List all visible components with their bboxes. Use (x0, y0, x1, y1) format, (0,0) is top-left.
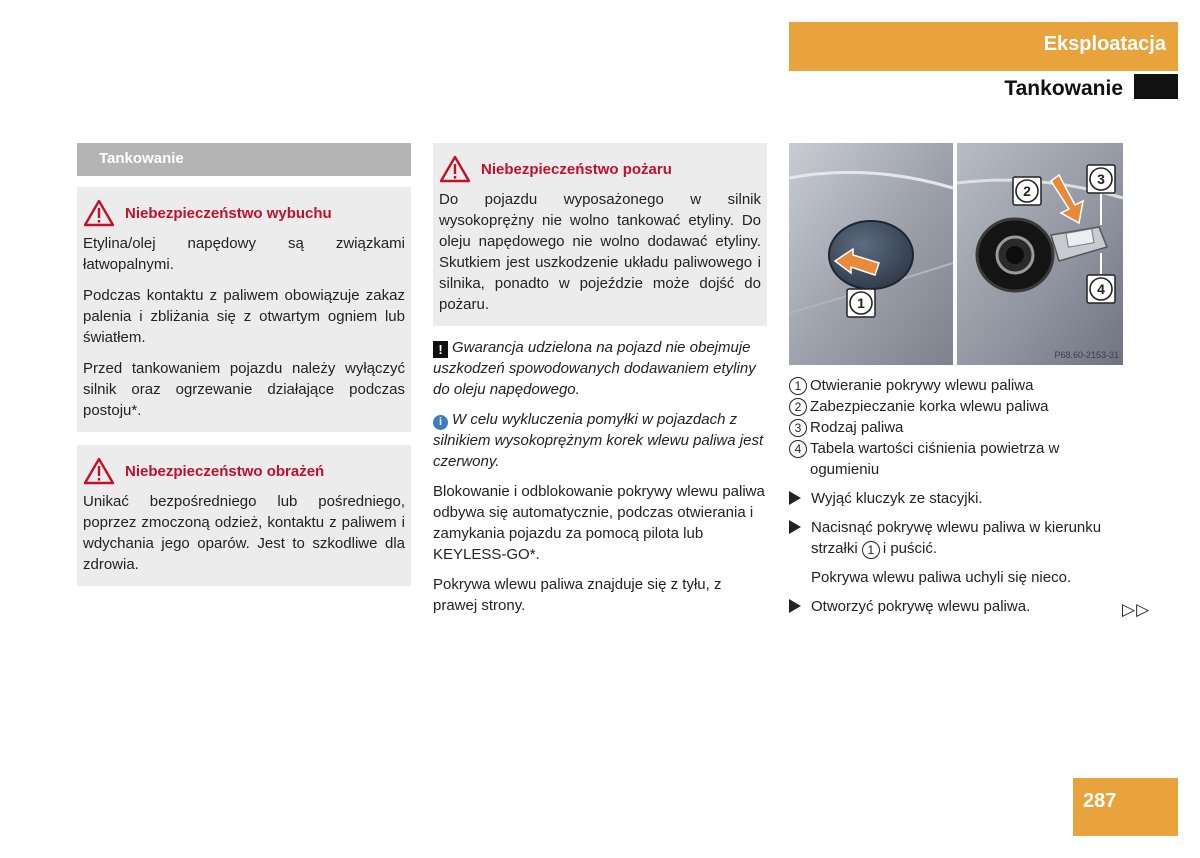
legend-text: Zabezpieczanie korka wlewu paliwa (810, 398, 1049, 415)
column-middle (433, 143, 767, 625)
callout-number: 2 (789, 398, 807, 416)
paragraph: Blokowanie i odblokowanie pokrywy wlewu paliwa odbywa się automatycznie, podczas otwierania i zamykania pojazdu za pomocą pilota lub KEYLESS-GO*. (433, 483, 765, 563)
chapter-title: Eksploatacja (1043, 33, 1166, 55)
page-number: 287 (1083, 790, 1117, 812)
warning-triangle-icon (439, 155, 471, 183)
callout-number: 3 (789, 419, 807, 437)
instruction-step (789, 596, 1123, 617)
instruction-step (789, 517, 1123, 559)
warning-title (83, 199, 405, 227)
callout-2-label: 2 (1023, 183, 1031, 199)
warning-title-text: Niebezpieczeństwo wybuchu (125, 204, 332, 222)
info-icon: i (433, 415, 448, 430)
continue-arrows-icon: ▷▷ (1122, 600, 1151, 619)
warning-title-text: Niebezpieczeństwo obrażeń (125, 462, 325, 480)
callout-number: 1 (789, 377, 807, 395)
step-text: Wyjąć kluczyk ze stacyjki. (811, 490, 983, 507)
warranty-note (433, 337, 767, 400)
warning-box-fire (433, 143, 767, 326)
step-result: Pokrywa wlewu paliwa uchyli się nieco. (811, 569, 1072, 586)
title-marker-block (1134, 74, 1178, 99)
callout-number: 4 (789, 440, 807, 458)
legend-item (789, 438, 1123, 480)
step-text-part: i puścić. (882, 540, 938, 557)
info-text: W celu wykluczenia pomyłki w pojazdach z silnikiem wysokoprężnym korek wlewu paliwa jest czerwony. (433, 411, 764, 470)
page-title: Tankowanie (1004, 77, 1123, 100)
column-left (77, 143, 411, 586)
legend-item (789, 375, 1123, 396)
instruction-step (789, 488, 1123, 509)
step-arrow-icon (789, 491, 801, 505)
warning-box-injury (77, 445, 411, 586)
warning-title (83, 457, 405, 485)
warning-title (439, 155, 761, 183)
paragraph: Przed tankowaniem pojazdu należy wyłączyć silnik oraz ogrzewanie działające podczas postoju*. (83, 360, 405, 419)
legend-text: Tabela wartości ciśnienia powietrza w ogumieniu (810, 440, 1060, 478)
figure-code: P68.60-2153-31 (1054, 350, 1119, 360)
step-text (811, 517, 1123, 559)
column-right (789, 143, 1123, 617)
warning-title-text: Niebezpieczeństwo pożaru (481, 160, 672, 178)
paragraph: Pokrywa wlewu paliwa znajduje się z tyłu, z prawej strony. (433, 576, 722, 614)
callout-4-label: 4 (1097, 281, 1105, 297)
legend-item (789, 396, 1123, 417)
paragraph: Unikać bezpośredniego lub pośredniego, poprzez zmoczoną odzież, kontaktu z paliwem i wdychania jego oparów. Jest to szkodliwe dla zdrowia. (83, 493, 405, 573)
exclamation-icon: ! (433, 341, 448, 358)
paragraph: Podczas kontaktu z paliwem obowiązuje zakaz palenia i zbliżania się z otwartym ogniem lub światłem. (83, 287, 405, 346)
warranty-text: Gwarancja udzielona na pojazd nie obejmuje uszkodzeń spowodowanych dodawaniem etyliny do oleju napędowego. (433, 339, 756, 398)
paragraph: Etylina/olej napędowy są związkami łatwopalnymi. (83, 235, 405, 273)
step-arrow-icon (789, 599, 801, 613)
warning-box-explosion (77, 187, 411, 432)
fuel-flap-closed (829, 221, 913, 289)
step-text: Otworzyć pokrywę wlewu paliwa. (811, 598, 1031, 615)
paragraph: Do pojazdu wyposażonego w silnik wysokoprężny nie wolno tankować etyliny. Do oleju napędowego nie wolno dodawać etyliny. Skutkiem jest uszkodzenie układu paliwowego i silnika, ponadto w pojeździe może dojść do pożaru. (439, 191, 761, 313)
callout-3-label: 3 (1097, 171, 1105, 187)
legend-list (789, 375, 1123, 480)
step-arrow-icon (789, 520, 801, 534)
warning-triangle-icon (83, 199, 115, 227)
step-text-part: Nacisnąć pokrywę wlewu paliwa w kierunku strzałki (811, 519, 1102, 557)
info-note (433, 409, 767, 472)
warning-triangle-icon (83, 457, 115, 485)
section-heading: Tankowanie (77, 143, 411, 176)
legend-item (789, 417, 1123, 438)
callout-number: 1 (862, 541, 880, 559)
fuel-filler-flap-figure (789, 143, 1123, 365)
legend-text: Otwieranie pokrywy wlewu paliwa (810, 377, 1034, 394)
legend-text: Rodzaj paliwa (810, 419, 904, 436)
callout-1-label: 1 (857, 295, 865, 311)
